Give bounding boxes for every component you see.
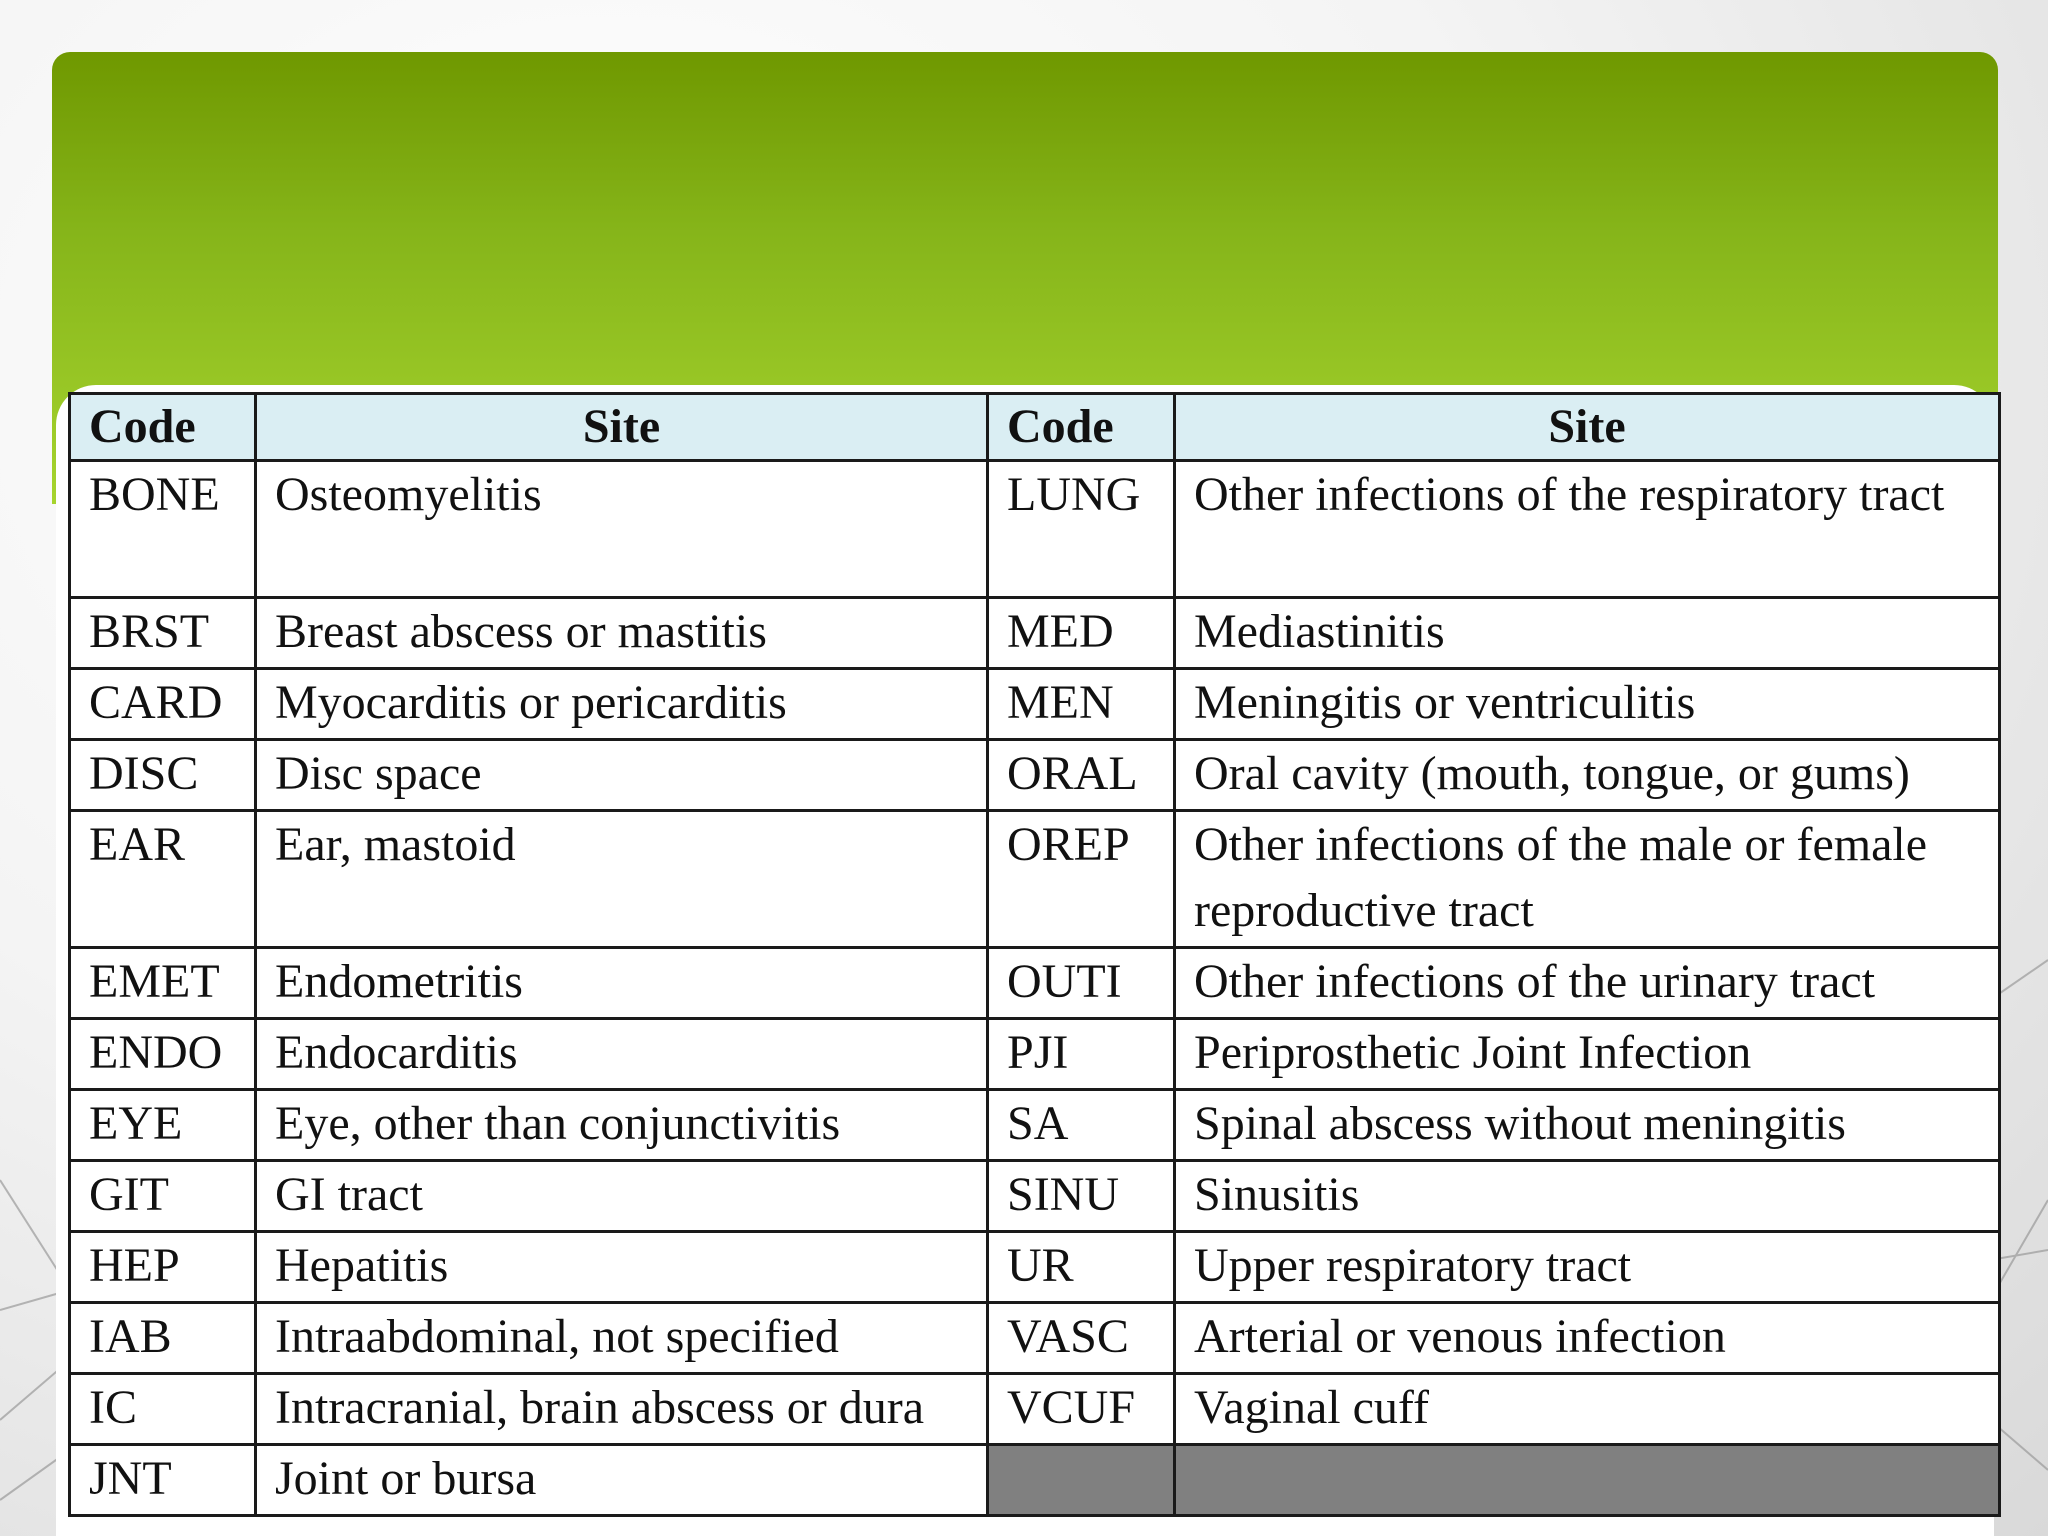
empty-site-cell [1175, 1445, 2000, 1516]
table-row [70, 1445, 2000, 1516]
code-cell: LUNG [988, 461, 1175, 598]
code-cell: MEN [988, 669, 1175, 740]
code-cell: OREP [988, 811, 1175, 948]
site-cell: Breast abscess or mastitis [256, 598, 988, 669]
code-cell: SA [988, 1090, 1175, 1161]
table-row [70, 669, 2000, 740]
code-cell: ENDO [70, 1019, 256, 1090]
site-cell: Meningitis or ventriculitis [1175, 669, 2000, 740]
site-cell: Other infections of the respiratory tract [1175, 461, 2000, 598]
table-row [70, 461, 2000, 598]
code-cell: VCUF [988, 1374, 1175, 1445]
column-header-site: Site [1175, 394, 2000, 461]
site-cell: Endocarditis [256, 1019, 988, 1090]
site-cell: Other infections of the male or female reproductive tract [1175, 811, 2000, 948]
table-row [70, 1374, 2000, 1445]
table-row [70, 1019, 2000, 1090]
site-cell: Ear, mastoid [256, 811, 988, 948]
site-cell: Joint or bursa [256, 1445, 988, 1516]
site-cell: Periprosthetic Joint Infection [1175, 1019, 2000, 1090]
code-cell: EYE [70, 1090, 256, 1161]
table-header-row [70, 394, 2000, 461]
table-row [70, 811, 2000, 948]
code-cell: BONE [70, 461, 256, 598]
code-cell: GIT [70, 1161, 256, 1232]
table-row [70, 598, 2000, 669]
site-cell: Hepatitis [256, 1232, 988, 1303]
table-row [70, 1090, 2000, 1161]
infection-site-code-table [68, 392, 2001, 1517]
code-cell: IAB [70, 1303, 256, 1374]
site-cell: Other infections of the urinary tract [1175, 948, 2000, 1019]
code-cell: ORAL [988, 740, 1175, 811]
code-cell: UR [988, 1232, 1175, 1303]
code-cell: BRST [70, 598, 256, 669]
site-cell: Arterial or venous infection [1175, 1303, 2000, 1374]
site-cell: Intraabdominal, not specified [256, 1303, 988, 1374]
table-row [70, 1303, 2000, 1374]
code-cell: JNT [70, 1445, 256, 1516]
empty-code-cell [988, 1445, 1175, 1516]
site-cell: Spinal abscess without meningitis [1175, 1090, 2000, 1161]
code-cell: HEP [70, 1232, 256, 1303]
code-cell: DISC [70, 740, 256, 811]
site-cell: Intracranial, brain abscess or dura [256, 1374, 988, 1445]
column-header-code: Code [70, 394, 256, 461]
site-cell: Disc space [256, 740, 988, 811]
table-row [70, 1232, 2000, 1303]
site-cell: Osteomyelitis [256, 461, 988, 598]
site-cell: Oral cavity (mouth, tongue, or gums) [1175, 740, 2000, 811]
code-cell: VASC [988, 1303, 1175, 1374]
code-cell: MED [988, 598, 1175, 669]
site-cell: Eye, other than conjunctivitis [256, 1090, 988, 1161]
code-cell: PJI [988, 1019, 1175, 1090]
table-row [70, 740, 2000, 811]
column-header-site: Site [256, 394, 988, 461]
column-header-code: Code [988, 394, 1175, 461]
code-cell: OUTI [988, 948, 1175, 1019]
table-row [70, 1161, 2000, 1232]
site-cell: Upper respiratory tract [1175, 1232, 2000, 1303]
code-cell: EAR [70, 811, 256, 948]
site-cell: Sinusitis [1175, 1161, 2000, 1232]
code-cell: SINU [988, 1161, 1175, 1232]
site-cell: Mediastinitis [1175, 598, 2000, 669]
site-cell: GI tract [256, 1161, 988, 1232]
code-cell: EMET [70, 948, 256, 1019]
site-cell: Endometritis [256, 948, 988, 1019]
table-row [70, 948, 2000, 1019]
code-cell: IC [70, 1374, 256, 1445]
site-cell: Vaginal cuff [1175, 1374, 2000, 1445]
site-cell: Myocarditis or pericarditis [256, 669, 988, 740]
code-cell: CARD [70, 669, 256, 740]
